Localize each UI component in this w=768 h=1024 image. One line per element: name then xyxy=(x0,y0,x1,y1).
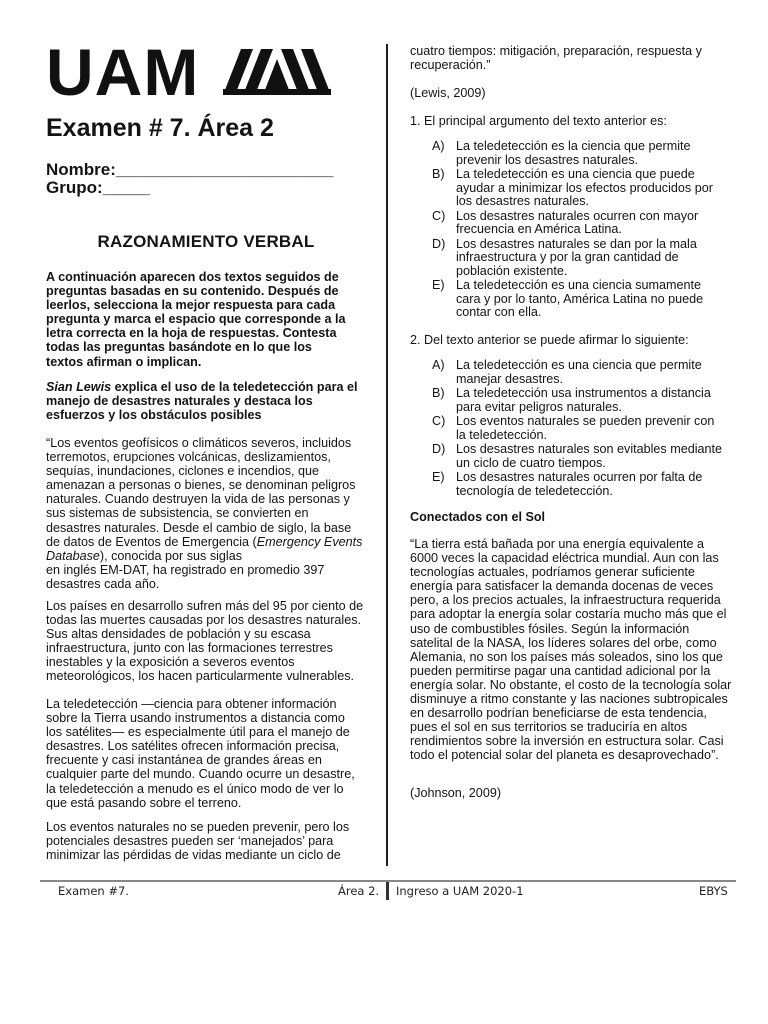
q1-option-b[interactable]: B) La teledetección es una ciencia que puede ayudar a minimizar los efectos producidos por los desastres naturales. xyxy=(432,166,713,209)
section-title: RAZONAMIENTO VERBAL xyxy=(97,232,315,251)
text1-paragraph-4: Los eventos naturales no se pueden prevenir, pero los potenciales desastres pueden ser ‘manejados’ para minimizar las pérdidas de vidas mediante un ciclo de xyxy=(46,820,350,863)
question-1-stem: 1. El principal argumento del texto anterior es: xyxy=(410,114,667,128)
text1-intro xyxy=(46,380,364,422)
q1-option-c[interactable]: C) Los desastres naturales ocurren con mayor frecuencia en América Latina. xyxy=(432,208,699,237)
text1-paragraph-3: La teledetección —ciencia para obtener información sobre la Tierra usando instrumentos a distancia como los satélites— es especialmente útil para el manejo de desastres. Los satélites ofrecen información precisa, frecuente y casi instantánea de grandes áreas en cualquier parte del mundo. Cuando ocurre un desastre, la teledetección a menudo es el único modo de ver lo que está pasando sobre el terreno. xyxy=(46,697,355,810)
citation-johnson: (Johnson, 2009) xyxy=(410,786,502,800)
question-1-options xyxy=(432,140,724,321)
intro-rest: explica el uso de la teledetección para el manejo de desastres naturales y destaca los esfuerzos y los obstáculos posibles xyxy=(46,380,358,423)
exam-title: Examen # 7. Área 2 xyxy=(46,114,274,142)
citation-lewis: (Lewis, 2009) xyxy=(410,86,486,100)
instructions: A continuación aparecen dos textos seguidos de preguntas basadas en su contenido. Después de leerlos, selecciona la mejor respuesta para cada pregunta y marca el espacio que corresponde a la letra correcta en la hoja de respuestas. Contesta todas las preguntas basándote en lo que los textos afirman o implican. xyxy=(46,270,346,369)
q1-option-d[interactable]: D) Los desastres naturales se dan por la mala infraestructura y por la gran cantidad de población existente. xyxy=(432,236,697,278)
intro-author: Sian Lewis xyxy=(46,380,112,394)
p1-italic-term: Emergency Events Database xyxy=(46,534,363,563)
p1-part-a: “Los eventos geofísicos o climáticos severos, incluidos terremotos, erupciones volcánicas, deslizamientos, sequías, inundaciones, ciclones e incendios, que amenazan a personas o bienes, se denominan peligros naturales. Cuando destruyen la vida de las personas y sus sistemas de subsistencia, se convierten en desastres naturales. Desde el cambio de siglo, la base de datos de Eventos de Emergencia ( xyxy=(46,436,356,549)
column-divider xyxy=(386,44,388,866)
logo-text: UAM xyxy=(46,35,200,109)
q2-option-c[interactable]: C) Los eventos naturales se pueden prevenir con la teledetección. xyxy=(432,413,715,442)
q2-option-b[interactable]: B) La teledetección usa instrumentos a distancia para evitar peligros naturales. xyxy=(432,385,711,414)
q1-option-e[interactable]: E) La teledetección es una ciencia sumamente cara y por lo tanto, América Latina no puede contar con ella. xyxy=(432,278,704,320)
footer-area: Área 2. xyxy=(338,884,380,898)
footer-exam: Examen #7. xyxy=(58,884,129,898)
text2-body: “La tierra está bañada por una energía equivalente a 6000 veces la capacidad eléctrica mundial. Aun con las tecnologías actuales, podríamos generar suficiente energía para satisfacer la demanda docenas de veces pero, a los precios actuales, la infraestructura requerida para adoptar la energía solar costaría mucho más que el uso de combustibles fósiles. Según la información satelital de la NASA, los líderes solares del orbe, como Alemania, no son los países más soleados, sino los que pueden permitirse pagar una cantidad adicional por la energía solar. No obstante, el costo de la tecnología solar disminuye a ritmo constante y las naciones subtropicales en desarrollo podrían beneficiarse de esta tendencia, pues el sol en sus territorios se traduciría en altos rendimientos sobre la inversión en estructura solar. Casi todo el potencial solar del planeta es desaprovechado”. xyxy=(410,537,732,763)
q2-option-a[interactable]: A) La teledetección es una ciencia que permite manejar desastres. xyxy=(432,358,702,386)
name-field-label: Nombre:_______________________ xyxy=(46,160,334,179)
q2-option-e[interactable]: E) Los desastres naturales ocurren por falta de tecnología de teledetección. xyxy=(432,469,703,498)
q1-option-a[interactable]: A) La teledetección es la ciencia que permite prevenir los desastres naturales. xyxy=(432,139,691,167)
question-2-options xyxy=(432,359,724,499)
text1-continuation: cuatro tiempos: mitigación, preparación, respuesta y recuperación.” xyxy=(410,44,702,73)
p1-part-c: en inglés EM-DAT, ha registrado en promedio 397 desastres cada año. xyxy=(46,562,325,591)
question-2-stem: 2. Del texto anterior se puede afirmar lo siguiente: xyxy=(410,333,689,347)
footer-separator xyxy=(386,882,389,900)
footer-admission: Ingreso a UAM 2020-1 xyxy=(396,884,524,898)
uam-logo xyxy=(46,35,331,109)
group-field-label: Grupo:_____ xyxy=(46,178,150,197)
text1-paragraph-1 xyxy=(46,436,364,591)
q2-option-d[interactable]: D) Los desastres naturales son evitables mediante un ciclo de cuatro tiempos. xyxy=(432,441,723,470)
uam-emblem-icon xyxy=(223,49,331,95)
footer-initials: EBYS xyxy=(699,884,728,898)
text1-paragraph-2: Los países en desarrollo sufren más del 95 por ciento de todas las muertes causadas por los desastres naturales. Sus altas densidades de población y su escasa infraestructura, junto con las formaciones terrestres inestables y la exposición a severos eventos meteorológicos, los hacen particularmente vulnerables. xyxy=(46,599,364,684)
p1-part-b: ), conocida por sus siglas xyxy=(99,548,243,563)
text2-title: Conectados con el Sol xyxy=(410,510,546,524)
